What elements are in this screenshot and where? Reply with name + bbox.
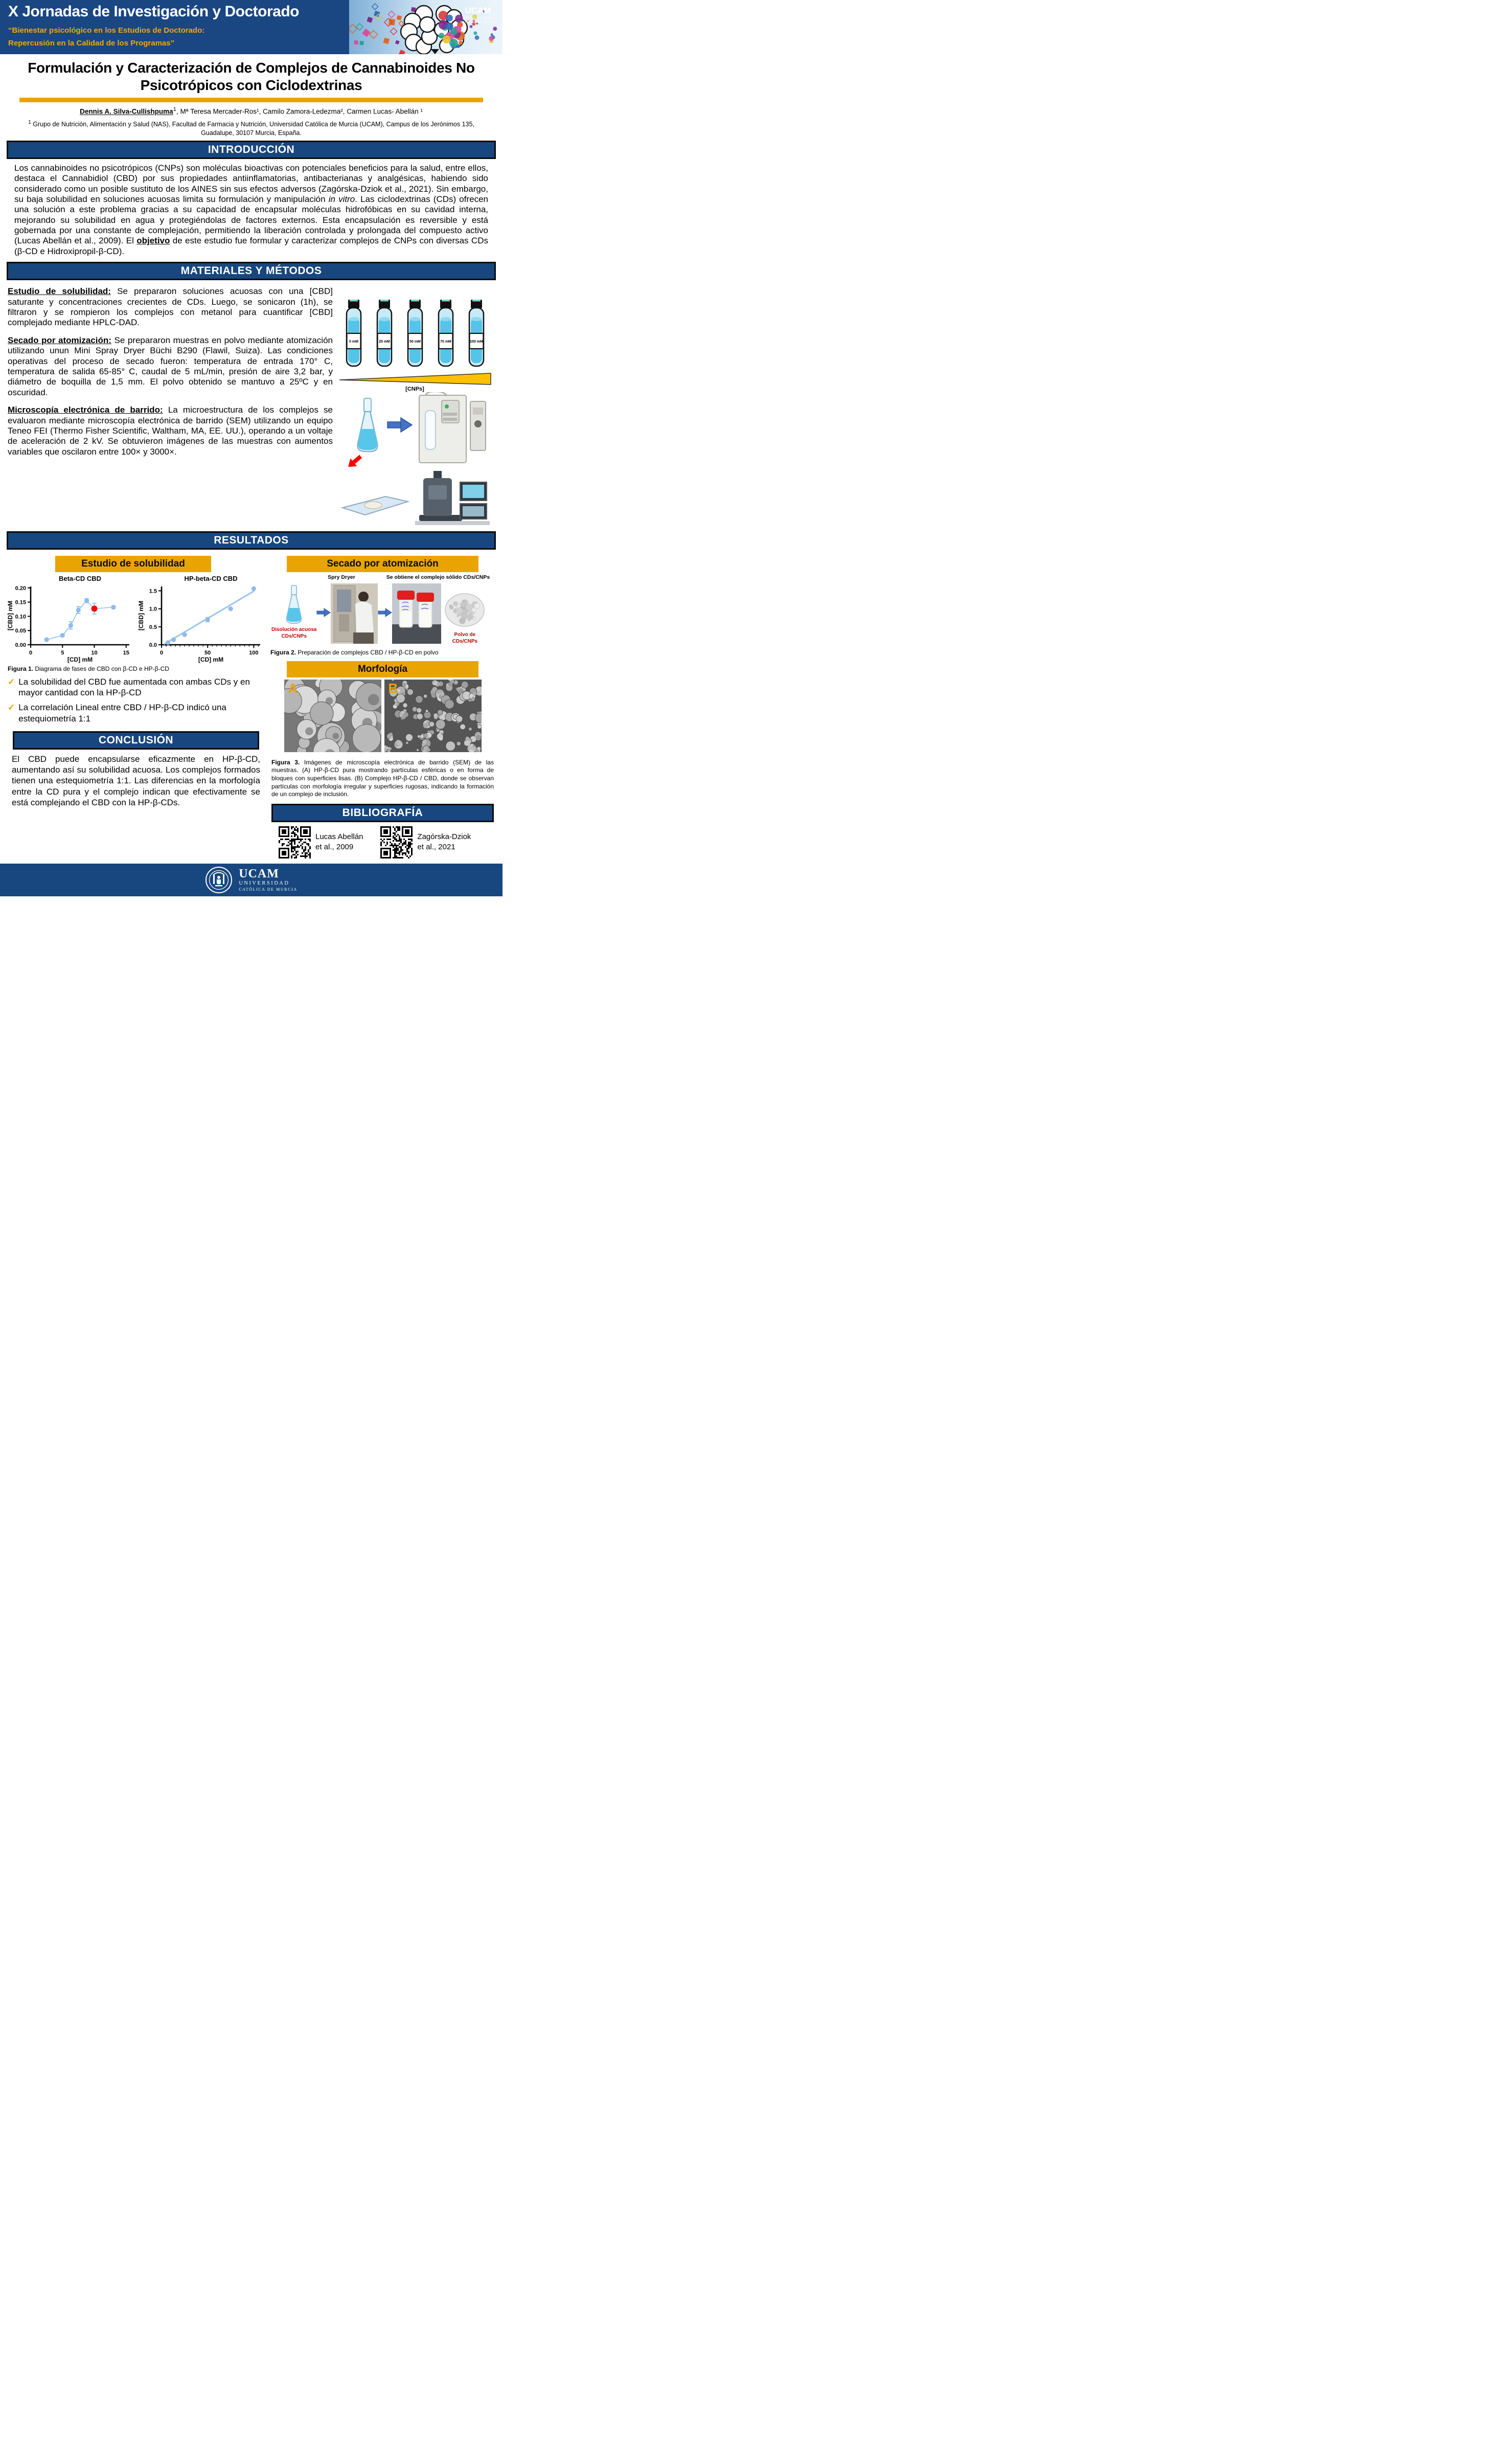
event-banner (0, 0, 503, 54)
brain-graphic (349, 0, 503, 54)
flask-to-dryer-illustration (338, 392, 492, 468)
event-subtitle-line2: Repercusión en la Calidad de los Programas” (8, 38, 175, 48)
reference-item (380, 826, 471, 858)
powder-label-line1: Polvo de (454, 632, 476, 638)
svg-text:5: 5 (61, 650, 64, 657)
arrow-right-icon (387, 418, 412, 432)
methods-text-column (7, 283, 334, 528)
red-arrow-icon (345, 453, 363, 468)
methods-spray-paragraph (8, 335, 333, 398)
intro-seg1: Los cannabinoides no psicotrópicos (CNPs) son moléculas bioactivas con potenciales beneficios para la salud, entre ellos, destaca el Cannabidiol (CBD) por sus propiedades antiinflamatorias, antibacterianas y analgésicas, habiendo sido considerado como un posible sustituto de los AINES sin sus efectos adversos (Zagórska-Dziok et al., 2021). Sin embargo, su baja solubilidad en soluciones acuosas limita su formulación y manipulación (14, 163, 488, 204)
solution-flask-block (271, 583, 316, 640)
solid-complex-label: Se obtiene el complejo sólido CDs/CNPs (386, 574, 490, 581)
powder-photo (441, 583, 488, 630)
figura-3-text: Imágenes de microscopía electrónica de barrido (SEM) de las muestras. (A) HP-β-CD pura mostrando partículas esféricas o en forma de bloques con superficies lisas. (B) Complejo HP-β-CD / CBD, donde se observan partículas con morfología irregular y superficies rugosas, indicando la formación de un complejo de inclusión. (271, 758, 494, 798)
svg-text:[CD] mM: [CD] mM (67, 656, 93, 664)
gradient-wedge-icon (338, 372, 492, 386)
footer-logo-text (239, 868, 298, 892)
section-bar-resultados: RESULTADOS (7, 531, 496, 550)
footer-ucam: UCAM (239, 867, 279, 881)
figura-2-caption (270, 649, 495, 657)
event-subtitle (8, 25, 299, 50)
figura-1-lead: Figura 1. (8, 665, 34, 673)
results-section (0, 553, 503, 858)
flow-arrow-1 (316, 608, 331, 620)
bibliography-refs (279, 826, 496, 858)
intro-objetivo: objetivo (136, 236, 170, 246)
section-bar-conclusion: CONCLUSIÓN (13, 731, 259, 750)
svg-text:70 mM: 70 mM (440, 340, 451, 344)
methods-spray-lead: Secado por atomización: (8, 335, 111, 345)
spray-process-flow (271, 583, 496, 645)
svg-text:[CBD] mM: [CBD] mM (7, 601, 14, 631)
reference-line: et al., 2021 (417, 843, 455, 852)
arrow-right-icon (316, 608, 331, 617)
spray-dryer-machine-icon (419, 392, 486, 463)
powder-vials-photo (392, 583, 441, 644)
svg-text:0.10: 0.10 (15, 614, 26, 620)
reference-label (417, 832, 471, 853)
reference-line: et al., 2009 (315, 843, 354, 852)
figura-3-lead: Figura 3. (271, 758, 300, 766)
section-bar-bibliografia: BIBLIOGRAFÍA (271, 804, 494, 822)
svg-text:CATÓLICA DE MURCIA: CATÓLICA DE MURCIA (460, 21, 496, 24)
authors-line (12, 106, 490, 116)
brain-illustration-icon (349, 0, 503, 54)
reference-item (279, 826, 363, 858)
qr-code-icon (279, 826, 311, 858)
footer-universidad: UNIVERSIDAD (239, 880, 290, 887)
sem-micrograph-a (284, 680, 381, 752)
results-left-column (7, 553, 265, 808)
svg-text:[CBD] mM: [CBD] mM (138, 601, 145, 631)
results-right-column (269, 553, 496, 858)
arrow-right-icon (378, 608, 392, 617)
svg-text:1.0: 1.0 (149, 606, 157, 613)
svg-text:50: 50 (204, 650, 211, 657)
svg-text:0.5: 0.5 (149, 624, 157, 631)
intro-paragraph (14, 163, 488, 257)
svg-text:25 mM: 25 mM (378, 340, 390, 344)
solution-label-line2: CDs/CNPs (281, 633, 307, 639)
list-item (8, 676, 265, 698)
phase-diagram-charts (7, 574, 265, 664)
lead-author: Dennis A. Silva-Cullishpuma (80, 107, 173, 116)
spray-dryer-label: Spry Dryer (328, 574, 355, 581)
svg-text:HP-beta-CD CBD: HP-beta-CD CBD (184, 575, 238, 583)
figura-2-lead: Figura 2. (270, 649, 296, 657)
section-bar-introduccion: INTRODUCCIÓN (7, 141, 496, 159)
svg-text:0 mM: 0 mM (349, 340, 358, 344)
reference-label (315, 832, 363, 853)
poster-page (0, 0, 503, 896)
methods-sem-lead: Microscopía electrónica de barrido: (8, 405, 163, 415)
affiliation (12, 119, 490, 138)
cnps-wedge-label: [CNPs] (405, 386, 424, 393)
figura-2-text: Preparación de complejos CBD / HP-β-CD en polvo (296, 649, 439, 657)
svg-text:0: 0 (159, 650, 164, 657)
concentration-vials-illustration (338, 296, 492, 372)
svg-text:0.0: 0.0 (149, 642, 157, 649)
svg-text:[CD] mM: [CD] mM (198, 656, 224, 664)
sem-micrograph-b (384, 680, 482, 752)
findings-list (8, 676, 265, 724)
finding-1-text: La solubilidad del CBD fue aumentada con ambas CDs y en mayor cantidad con la HP-β-CD (18, 676, 250, 698)
finding-2-text: La correlación Lineal entre CBD / HP-β-CD indicó una estequiometría 1:1 (18, 703, 226, 724)
svg-text:100: 100 (249, 650, 259, 657)
panel-b-letter: B (388, 680, 398, 696)
title-underline-rule (19, 98, 483, 102)
svg-text:50 mM: 50 mM (409, 340, 421, 344)
lead-author-sup: 1 (173, 106, 176, 113)
flask-icon (357, 398, 377, 451)
check-icon (8, 702, 15, 724)
slide-and-sem-illustration (338, 468, 492, 528)
coauthors: , Mª Teresa Mercader-Ros¹, Camilo Zamora-Ledezma², Carmen Lucas- Abellán ¹ (176, 107, 423, 116)
powder-label (452, 632, 477, 645)
intro-in-vitro: in vitro (328, 194, 355, 204)
methods-section (0, 283, 503, 528)
solubility-study-box: Estudio de solubilidad (55, 556, 211, 572)
flow-arrow-2 (378, 608, 392, 620)
methods-spray-text: Se prepararon muestras en polvo mediante atomización utilizando unun Mini Spray Dryer Büchi B290 (Flawil, Suiza). Las condiciones operativas del proceso de secado fueron: temperatura de entrada 170° C, temperatura de salida 65-85° C, caudal de 5 mL/min, presión de aire 3,2 bar, y diámetro de boquilla de 1,5 mm. El polvo obtenido se mantuvo a 25ºC y en oscuridad. (8, 335, 333, 397)
event-banner-text (8, 2, 299, 50)
poster-title: Formulación y Caracterización de Complejos de Cannabinoides No Psicotrópicos con Ciclodextrinas (28, 60, 475, 94)
event-subtitle-line1: “Bienestar psicológico en los Estudios de Doctorado: (8, 26, 205, 35)
ucam-seal-icon (205, 866, 233, 894)
solution-label-line1: Disolución acuosa (271, 627, 317, 633)
figura-1-text: Diagrama de fases de CBD con β-CD e HP-β-CD (33, 665, 169, 673)
svg-text:100 mM: 100 mM (469, 340, 483, 344)
footer-catolica: CATÓLICA DE MURCIA (239, 887, 298, 892)
chart-beta-cd-cbd (7, 574, 134, 664)
methods-sem-text: La microestructura de los complejos se evaluaron mediante microscopía electrónica de barrido (SEM) utilizando un equipo Teneo FEI (Thermo Fisher Scientific, Waltham, MA, EE. UU.), operando a un voltaje de aceleración de 2 kV. Se obtuvieron imágenes de las muestras con aumentos variables que oscilaron entre 100× y 3000×. (8, 405, 333, 457)
spray-drying-box: Secado por atomización (287, 556, 478, 572)
footer (0, 864, 503, 896)
svg-text:UCAM: UCAM (465, 6, 491, 15)
methods-sem-paragraph (8, 405, 333, 457)
powder-label-line2: CDs/CNPs (452, 638, 478, 644)
methods-graphics-column (334, 283, 496, 528)
methods-solubility-paragraph (8, 286, 333, 328)
methods-solubility-lead: Estudio de solubilidad: (8, 286, 111, 297)
sem-microscope-icon (415, 471, 490, 525)
affiliation-text: Grupo de Nutrición, Alimentación y Salud (NAS), Facultad de Farmacia y Nutrición, Universidad Católica de Murcia (UCAM), Campus de los Jerónimos 135, Guadalupe, 30107 Murcia, España. (31, 120, 474, 137)
morphology-box: Morfología (287, 661, 478, 677)
spray-dryer-photo (331, 583, 378, 644)
svg-text:0.15: 0.15 (15, 599, 26, 606)
intro-seg2: . Las ciclodextrinas (CDs) ofrecen una solución a este problema gracias a su capacidad de encapsular moléculas hidrofóbicas en su cavidad interna, mejorando su solubilidad en agua y protegiéndolas de factores externos. Esta encapsulación es reversible y está gobernada por una constante de complejación, permitiendo la liberación controlada y prolongada del compuesto activo (Lucas Abellán et al., 2009). El (14, 194, 489, 246)
solution-label (271, 627, 316, 640)
chart-hp-beta-cd-cbd (138, 574, 265, 664)
title-block (0, 54, 503, 138)
intro-seg3: de este estudio fue formular y caracterizar complejos de CNPs con diversas CDs (β-CD e Hidroxipropil-β-CD). (14, 236, 488, 256)
powder-block (441, 583, 488, 645)
svg-text:0: 0 (29, 650, 33, 657)
svg-text:0.05: 0.05 (15, 628, 26, 635)
check-icon (8, 676, 15, 698)
sample-slide-icon (342, 496, 408, 515)
figura-1-caption (8, 665, 264, 673)
conclusion-paragraph: El CBD puede encapsularse eficazmente en HP-β-CD, aumentando así su solubilidad acuosa. Los complejos formados tienen una estequiometría 1:1. Las diferencias en la morfología entre la CD pura y el complejo indican que efectivamente se está complejando el CBD con la HP-β-CDs. (12, 754, 260, 807)
spray-labels-row (269, 574, 496, 582)
reference-line: Lucas Abellán (315, 832, 363, 842)
svg-text:0.00: 0.00 (15, 642, 26, 649)
qr-code-icon (380, 826, 413, 858)
svg-text:10: 10 (91, 650, 98, 657)
figura-3-caption (271, 759, 494, 799)
affiliation-sup: 1 (28, 119, 31, 125)
event-title: X Jornadas de Investigación y Doctorado (8, 3, 299, 20)
svg-text:UNIVERSIDAD: UNIVERSIDAD (462, 16, 494, 20)
sem-image-b (384, 680, 482, 755)
methods-solubility-text: Se prepararon soluciones acuosas con una [CBD] saturante y concentraciones crecientes de CDs. Luego, se sonicaron (1h), se filtraron y se rompieron los complejos con metanol para cuantificar [CBD] complejado mediante HPLC-DAD. (8, 286, 333, 328)
sem-image-a (284, 680, 381, 755)
section-bar-materiales: MATERIALES Y MÉTODOS (7, 262, 496, 280)
reference-line: Zagórska-Dziok (417, 832, 471, 842)
svg-text:1.5: 1.5 (149, 588, 157, 595)
list-item (8, 702, 265, 724)
panel-a-letter: A (288, 680, 298, 696)
flask-icon (280, 583, 308, 625)
svg-text:15: 15 (123, 650, 129, 657)
svg-text:0.20: 0.20 (15, 585, 26, 592)
svg-text:Beta-CD CBD: Beta-CD CBD (58, 575, 102, 583)
sem-images-row (269, 680, 496, 755)
